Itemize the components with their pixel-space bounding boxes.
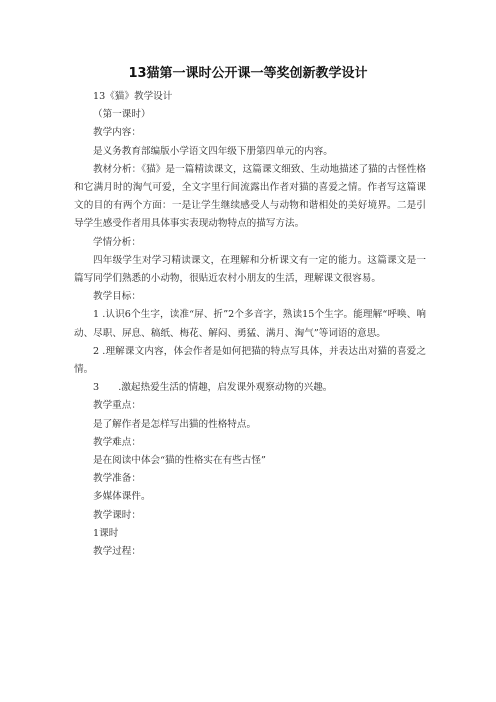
paragraph: 1课时: [93, 527, 119, 539]
paragraph: （第一课时）: [93, 109, 151, 121]
paragraph: 教学课时：: [93, 509, 141, 521]
document-body: [74, 88, 426, 561]
paragraph: 四年级学生对学习精读课文，在理解和分析课文有一定的能力。这篇课文是一篇写同学们熟悉的小动物，很贴近农村小朋友的生活，理解课文很容易。: [74, 254, 426, 285]
paragraph: 是在阅读中体会“猫的性格实在有些古怪”: [93, 455, 266, 467]
paragraph: 学情分析：: [93, 236, 141, 248]
paragraph: 是义务教育部编版小学语文四年级下册第四单元的内容。: [93, 145, 333, 157]
paragraph: 教学重点：: [93, 400, 141, 412]
paragraph: 2 .理解课文内容，体会作者是如何把猫的特点写具体，并表达出对猫的喜爱之情。: [74, 345, 426, 376]
paragraph: 教材分析：《猫》是一篇精读课文，这篇课文细致、生动地描述了猫的古怪性格和它满月时的淘气可爱，全文字里行间流露出作者对猫的喜爱之情。作者写这篇课文的目的有两个方面：一是让学生继续感受人与动物和谐相处的美好境界。二是引导学生感受作者用具体事实表现动物特点的描写方法。: [74, 163, 426, 230]
paragraph: 教学过程：: [93, 546, 141, 558]
paragraph: 教学目标：: [93, 291, 141, 303]
paragraph: 教学难点：: [93, 436, 141, 448]
paragraph: 是了解作者是怎样写出猫的性格特点。: [93, 418, 257, 430]
paragraph: 3 .激起热爱生活的情趣，启发课外观察动物的兴趣。: [93, 382, 333, 394]
paragraph: 1 .认识6个生字，读准“屏、折”2个多音字，熟读15个生字。能理解“呼唤、响动、尽职、屏息、稿纸、梅花、解闷、勇猛、满月、淘气”等词语的意思。: [74, 309, 426, 339]
paragraph: 多媒体课件。: [93, 491, 151, 503]
paragraph: 教学准备：: [93, 473, 141, 485]
document-title: 13猫第一课时公开课一等奖创新教学设计: [128, 66, 368, 81]
paragraph: 教学内容：: [93, 127, 141, 139]
paragraph: 13《猫》教学设计: [93, 91, 173, 102]
